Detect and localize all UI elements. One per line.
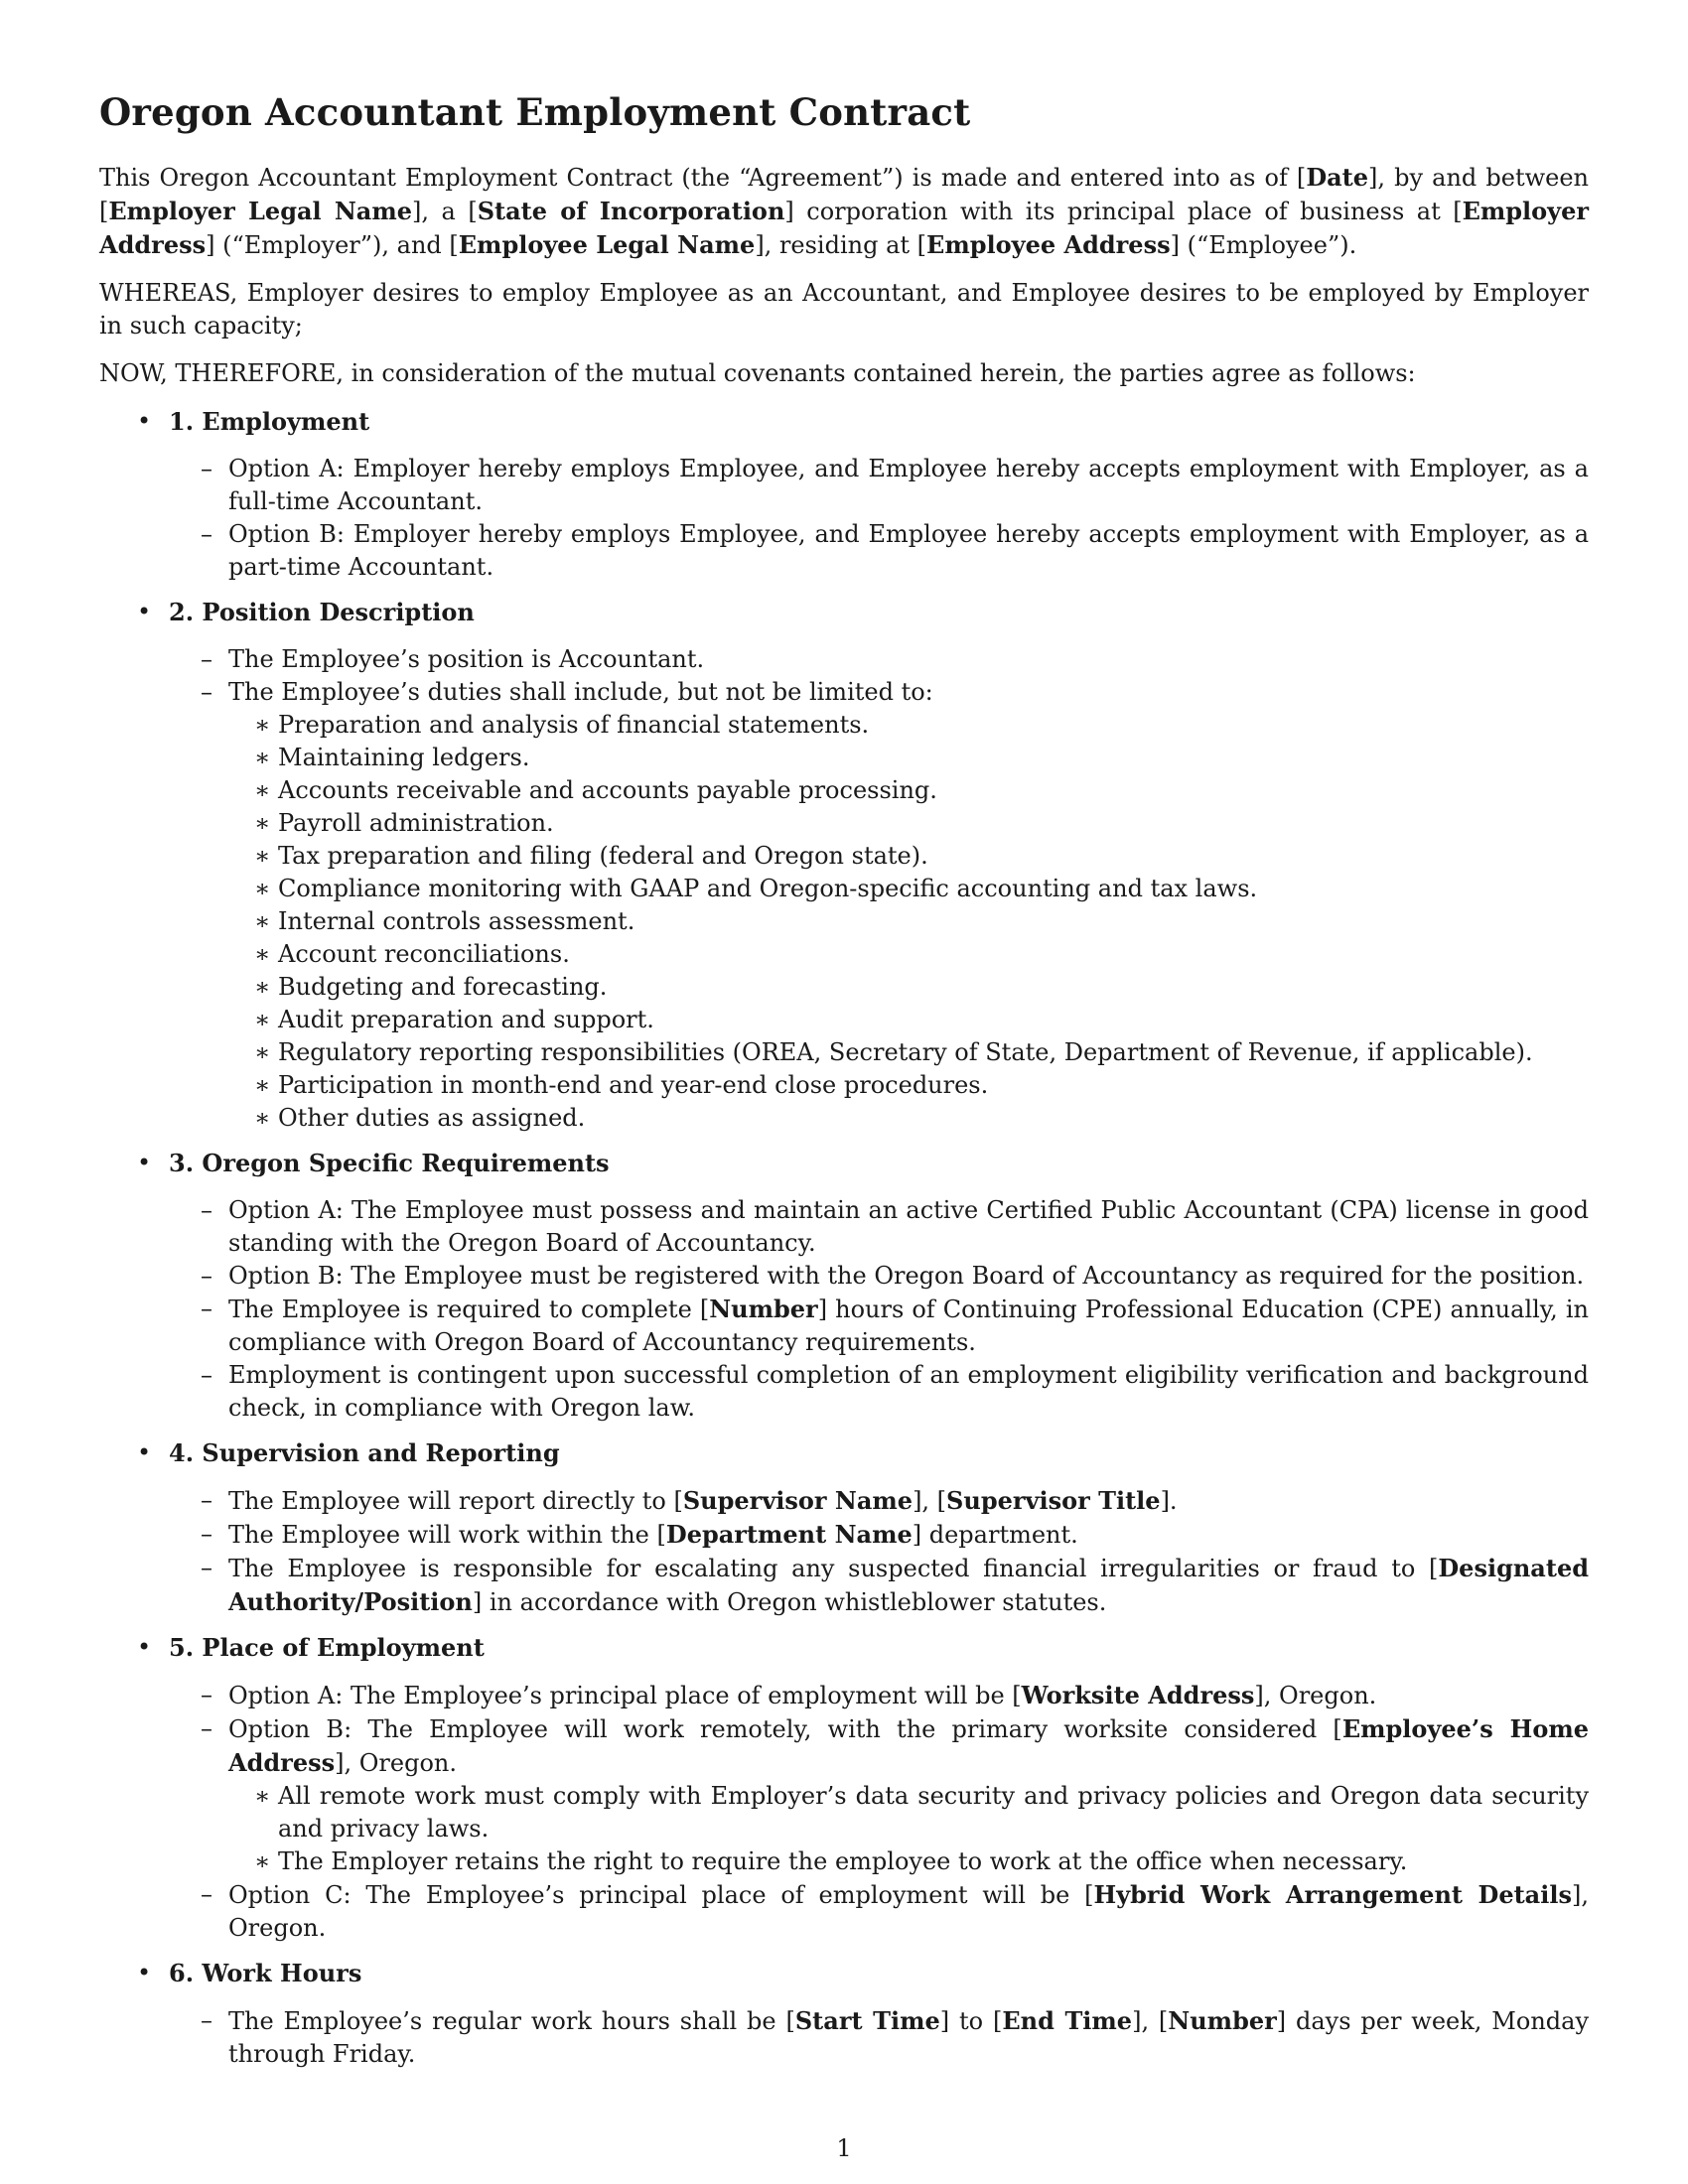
clause-text bbox=[228, 1361, 1589, 1422]
placeholder-field: Department Name bbox=[665, 1520, 913, 1549]
clause-text bbox=[228, 1555, 1589, 1616]
now-therefore-paragraph: NOW, THEREFORE, in consideration of the mutual covenants contained herein, the parties agree as follows: bbox=[99, 359, 1416, 387]
sub-clause-item bbox=[228, 971, 1589, 1004]
text-run: ] days per week, Monday through Friday. bbox=[228, 2007, 1589, 2068]
text-run: Option C: The Employee’s principal place of employment will be [ bbox=[228, 1881, 1094, 1909]
clause-text bbox=[228, 645, 704, 673]
text-run: The Employee is required to complete [ bbox=[228, 1296, 710, 1323]
sub-clause-text: Other duties as assigned. bbox=[278, 1104, 586, 1132]
clause-item bbox=[169, 1293, 1589, 1359]
clause-text bbox=[228, 520, 1589, 581]
sub-clause-text: Compliance monitoring with GAAP and Oregon-specific accounting and tax laws. bbox=[278, 875, 1258, 902]
document-page bbox=[99, 87, 1589, 2083]
asterisk-icon: ∗ bbox=[254, 1104, 271, 1132]
dash-icon: – bbox=[201, 1361, 212, 1389]
section-item bbox=[99, 1957, 1589, 2071]
clause-list bbox=[169, 1679, 1589, 1945]
clause-item bbox=[169, 643, 1589, 676]
placeholder-field: Supervisor Name bbox=[682, 1486, 914, 1515]
text-run: Option A: The Employee’s principal place of employment will be [ bbox=[228, 1682, 1022, 1709]
clause-item bbox=[169, 1552, 1589, 1619]
intro-paragraph bbox=[99, 161, 1589, 262]
clause-item bbox=[169, 1359, 1589, 1425]
text-run: ], Oregon. bbox=[335, 1749, 457, 1777]
placeholder-field: Hybrid Work Arrangement Details bbox=[1093, 1880, 1572, 1909]
bullet-icon: • bbox=[137, 1959, 152, 1986]
sub-clause-item bbox=[228, 1036, 1589, 1069]
text-run: ] to [ bbox=[939, 2007, 1003, 2035]
clause-item bbox=[169, 676, 1589, 1135]
text-run: The Employee is responsible for escalating any suspected financial irregularities or fraud to [ bbox=[228, 1555, 1439, 1582]
sub-clause-text: Tax preparation and filing (federal and Oregon state). bbox=[278, 842, 928, 870]
clause-list bbox=[169, 1194, 1589, 1425]
clause-item bbox=[169, 453, 1589, 518]
sub-clause-item bbox=[228, 709, 1589, 742]
page-number: 1 bbox=[836, 2134, 852, 2162]
sub-clause-item bbox=[228, 1845, 1589, 1878]
clause-list bbox=[169, 453, 1589, 584]
placeholder-field: End Time bbox=[1002, 2006, 1133, 2035]
asterisk-icon: ∗ bbox=[254, 776, 271, 804]
section-title: 2. Position Description bbox=[169, 598, 475, 626]
dash-icon: – bbox=[201, 1196, 212, 1224]
sub-clause-text: Accounts receivable and accounts payable processing. bbox=[278, 776, 937, 804]
sub-clause-text: The Employer retains the right to require the employee to work at the office when necessary. bbox=[278, 1847, 1408, 1875]
clause-item bbox=[169, 1484, 1589, 1518]
sub-clause-item bbox=[228, 905, 1589, 938]
sub-clause-item bbox=[228, 1069, 1589, 1102]
clause-text bbox=[228, 1262, 1584, 1290]
dash-icon: – bbox=[201, 1554, 212, 1581]
section-item bbox=[99, 596, 1589, 1135]
sub-clause-text: Regulatory reporting responsibilities (OREA, Secretary of State, Department of Revenue, if applicable). bbox=[278, 1038, 1533, 1066]
text-run: ]. bbox=[1160, 1487, 1178, 1515]
bullet-icon: • bbox=[137, 598, 152, 625]
section-title: 5. Place of Employment bbox=[169, 1633, 485, 1662]
dash-icon: – bbox=[201, 1520, 212, 1548]
dash-icon: – bbox=[201, 1880, 212, 1908]
clause-list bbox=[169, 643, 1589, 1135]
text-run: The Employee’s regular work hours shall be [ bbox=[228, 2007, 795, 2035]
clause-text bbox=[228, 1715, 1589, 1777]
asterisk-icon: ∗ bbox=[254, 1038, 271, 1066]
dash-icon: – bbox=[201, 520, 212, 548]
section-item bbox=[99, 405, 1589, 584]
dash-icon: – bbox=[201, 1714, 212, 1742]
clause-item bbox=[169, 518, 1589, 584]
placeholder-field: Number bbox=[1168, 2006, 1277, 2035]
bullet-icon: • bbox=[137, 1438, 152, 1466]
asterisk-icon: ∗ bbox=[254, 1847, 271, 1875]
sub-clause-item bbox=[228, 774, 1589, 807]
text-run: ], Oregon. bbox=[1254, 1682, 1377, 1709]
text-run: ] (“Employee”). bbox=[1170, 231, 1357, 259]
text-run: ] in accordance with Oregon whistleblower statutes. bbox=[472, 1588, 1107, 1616]
text-run: ], [ bbox=[1132, 2007, 1169, 2035]
text-run: ] corporation with its principal place of business at [ bbox=[784, 198, 1463, 225]
clause-item bbox=[169, 1260, 1589, 1293]
placeholder-field: Employee’s Home Address bbox=[228, 1714, 1590, 1777]
text-run: This Oregon Accountant Employment Contract (the “Agreement”) is made and entered into as of [ bbox=[99, 164, 1307, 192]
asterisk-icon: ∗ bbox=[254, 711, 271, 739]
text-run: The Employee will report directly to [ bbox=[228, 1487, 683, 1515]
sections-list bbox=[99, 405, 1589, 2071]
text-run: ] (“Employer”), and [ bbox=[206, 231, 459, 259]
clause-item bbox=[169, 1712, 1589, 1878]
bullet-icon: • bbox=[137, 1633, 152, 1661]
text-run: Option B: The Employee will work remotely, with the primary worksite considered [ bbox=[228, 1715, 1342, 1743]
text-run: Option B: Employer hereby employs Employee, and Employee hereby accepts employment with Employer, as a part-time Accountant. bbox=[228, 520, 1589, 581]
placeholder-field: Employer Address bbox=[99, 197, 1590, 259]
placeholder-field: Employee Address bbox=[926, 230, 1171, 259]
bullet-icon: • bbox=[137, 407, 152, 435]
text-run: Option A: Employer hereby employs Employee, and Employee hereby accepts employment with Employer, as a full-time Accountant. bbox=[228, 455, 1589, 515]
dash-icon: – bbox=[201, 1486, 212, 1514]
placeholder-field: Designated Authority/Position bbox=[228, 1554, 1589, 1616]
placeholder-field: Start Time bbox=[794, 2006, 940, 2035]
text-run: ], by and between [ bbox=[99, 164, 1590, 225]
sub-clause-list bbox=[228, 1780, 1589, 1878]
placeholder-field: Worksite Address bbox=[1021, 1681, 1255, 1709]
text-run: ] department. bbox=[912, 1521, 1078, 1549]
dash-icon: – bbox=[201, 1681, 212, 1708]
dash-icon: – bbox=[201, 455, 212, 482]
text-run: Option B: The Employee must be registered with the Oregon Board of Accountancy as required for the position. bbox=[228, 1262, 1585, 1290]
sub-clause-text: Preparation and analysis of financial statements. bbox=[278, 711, 870, 739]
clause-text bbox=[228, 2007, 1589, 2068]
clause-list bbox=[169, 2004, 1589, 2071]
document-title: Oregon Accountant Employment Contract bbox=[99, 90, 971, 134]
asterisk-icon: ∗ bbox=[254, 940, 271, 968]
asterisk-icon: ∗ bbox=[254, 1782, 271, 1810]
clause-text bbox=[228, 455, 1589, 515]
sub-clause-item bbox=[228, 938, 1589, 971]
dash-icon: – bbox=[201, 645, 212, 673]
dash-icon: – bbox=[201, 678, 212, 706]
asterisk-icon: ∗ bbox=[254, 973, 271, 1001]
placeholder-field: Date bbox=[1306, 163, 1369, 192]
text-run: ], residing at [ bbox=[755, 231, 927, 259]
text-run: ], a [ bbox=[412, 198, 478, 225]
placeholder-field: Employee Legal Name bbox=[458, 230, 756, 259]
sub-clause-item bbox=[228, 742, 1589, 774]
asterisk-icon: ∗ bbox=[254, 809, 271, 837]
clause-text bbox=[228, 1682, 1376, 1709]
clause-text bbox=[228, 1881, 1589, 1942]
text-run: The Employee’s position is Accountant. bbox=[228, 645, 705, 673]
asterisk-icon: ∗ bbox=[254, 1071, 271, 1099]
placeholder-field: Employer Legal Name bbox=[108, 197, 413, 225]
sub-clause-text: Payroll administration. bbox=[278, 809, 554, 837]
sub-clause-list bbox=[228, 709, 1589, 1135]
clause-text bbox=[228, 1296, 1589, 1356]
sub-clause-item bbox=[228, 840, 1589, 873]
sub-clause-text: Participation in month-end and year-end close procedures. bbox=[278, 1071, 989, 1099]
text-run: ], Oregon. bbox=[228, 1881, 1589, 1942]
sub-clause-item bbox=[228, 1004, 1589, 1036]
sub-clause-text: Audit preparation and support. bbox=[278, 1006, 654, 1033]
whereas-paragraph: WHEREAS, Employer desires to employ Employee as an Accountant, and Employee desires to be employed by Employer in such capacity; bbox=[99, 279, 1589, 340]
clause-item bbox=[169, 1518, 1589, 1552]
asterisk-icon: ∗ bbox=[254, 744, 271, 771]
asterisk-icon: ∗ bbox=[254, 875, 271, 902]
sub-clause-item bbox=[228, 1102, 1589, 1135]
clause-item bbox=[169, 1194, 1589, 1260]
sub-clause-item bbox=[228, 873, 1589, 905]
section-title: 6. Work Hours bbox=[169, 1959, 362, 1987]
bullet-icon: • bbox=[137, 1149, 152, 1176]
clause-text bbox=[228, 678, 933, 706]
sub-clause-text: Maintaining ledgers. bbox=[278, 744, 530, 771]
clause-item bbox=[169, 1679, 1589, 1712]
sub-clause-text: Account reconciliations. bbox=[278, 940, 570, 968]
dash-icon: – bbox=[201, 2006, 212, 2034]
clause-item bbox=[169, 1878, 1589, 1945]
asterisk-icon: ∗ bbox=[254, 1006, 271, 1033]
dash-icon: – bbox=[201, 1262, 212, 1290]
clause-text bbox=[228, 1521, 1078, 1549]
clause-item bbox=[169, 2004, 1589, 2071]
clause-list bbox=[169, 1484, 1589, 1619]
text-run: Option A: The Employee must possess and maintain an active Certified Public Accountant (CPA) license in good standing with the Oregon Board of Accountancy. bbox=[228, 1196, 1589, 1257]
text-run: ], [ bbox=[913, 1487, 947, 1515]
placeholder-field: Supervisor Title bbox=[946, 1486, 1161, 1515]
placeholder-field: State of Incorporation bbox=[477, 197, 785, 225]
text-run: The Employee’s duties shall include, but not be limited to: bbox=[228, 678, 933, 706]
section-title: 4. Supervision and Reporting bbox=[169, 1438, 560, 1467]
asterisk-icon: ∗ bbox=[254, 842, 271, 870]
clause-text bbox=[228, 1196, 1589, 1257]
section-title: 1. Employment bbox=[169, 407, 370, 436]
text-run: Employment is contingent upon successful completion of an employment eligibility verification and background check, in compliance with Oregon law. bbox=[228, 1361, 1589, 1422]
section-item bbox=[99, 1147, 1589, 1425]
placeholder-field: Number bbox=[709, 1295, 818, 1323]
sub-clause-text: All remote work must comply with Employer’s data security and privacy policies and Oregon data security and privacy laws. bbox=[278, 1782, 1589, 1843]
sub-clause-text: Internal controls assessment. bbox=[278, 907, 635, 935]
section-item bbox=[99, 1436, 1589, 1619]
section-title: 3. Oregon Specific Requirements bbox=[169, 1149, 610, 1177]
section-item bbox=[99, 1631, 1589, 1945]
sub-clause-text: Budgeting and forecasting. bbox=[278, 973, 608, 1001]
sub-clause-item bbox=[228, 1780, 1589, 1845]
dash-icon: – bbox=[201, 1295, 212, 1322]
clause-text bbox=[228, 1487, 1178, 1515]
sub-clause-item bbox=[228, 807, 1589, 840]
text-run: The Employee will work within the [ bbox=[228, 1521, 666, 1549]
text-run: ] hours of Continuing Professional Education (CPE) annually, in compliance with Oregon Board of Accountancy requirements. bbox=[228, 1296, 1590, 1356]
asterisk-icon: ∗ bbox=[254, 907, 271, 935]
